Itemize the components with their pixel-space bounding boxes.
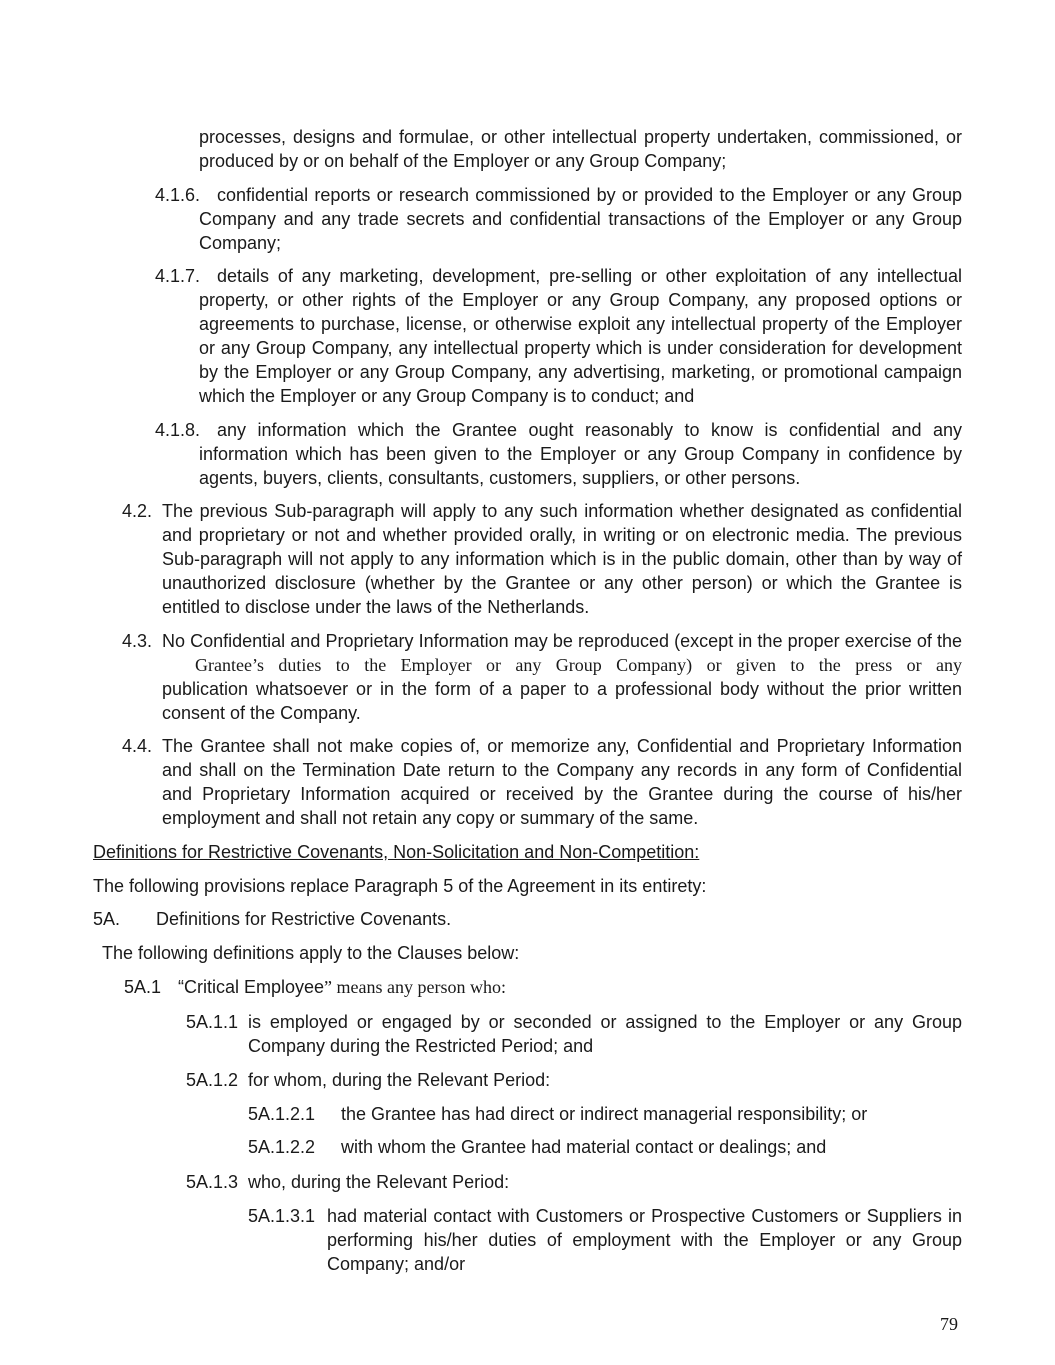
clause-5a-1-2-text: for whom, during the Relevant Period: — [248, 1070, 551, 1090]
section-5a-number: 5A. — [93, 909, 121, 929]
clause-number-5a-1-2-2: 5A.1.2.2 — [248, 1137, 316, 1157]
clause-number-5a-1: 5A.1 — [124, 977, 162, 997]
clause-number-5a-1-2: 5A.1.2 — [186, 1070, 239, 1090]
section-heading: Definitions for Restrictive Covenants, Non-Solicitation and Non-Competition: — [93, 842, 700, 862]
definitions-intro: The following definitions apply to the Clauses below: — [102, 943, 520, 963]
clause-5a-1-3-text: who, during the Relevant Period: — [248, 1172, 510, 1192]
clause-4-1-8-text: any information which the Grantee ought reasonably to know is confidential and any information which has been given to the Employer or any Group Company in confidence by agents, buyers, clients, consultants, customers, suppliers, or other persons. — [199, 420, 962, 488]
clause-4-2-text: The previous Sub-paragraph will apply to any such information whether designated as confidential and proprietary or not and whether provided orally, in writing or on electronic media. The previous Sub-paragraph will not apply to any information which is in the public domain, other than by way of unauthorized disclosure (whether by the Grantee or any other person) or which the Grantee is entitled to disclose under the laws of the Netherlands. — [162, 501, 962, 617]
clause-number-4-2: 4.2. — [122, 501, 153, 521]
clause-number-4-1-8: 4.1.8. — [155, 420, 201, 440]
clause-number-5a-1-3-1: 5A.1.3.1 — [248, 1206, 316, 1226]
clause-5a-1-1-text: is employed or engaged by or seconded or assigned to the Employer or any Group Company during the Restricted Period; and — [248, 1012, 962, 1056]
clause-4-4-text: The Grantee shall not make copies of, or memorize any, Confidential and Proprietary Information and shall on the Termination Date return to the Company any records in any form of Confidential and Proprietary Information acquired or received by the Grantee during the course of his/her employment and shall not retain any copy or summary of the same. — [162, 736, 962, 828]
clause-5a-1-2-2-text: with whom the Grantee had material contact or dealings; and — [341, 1137, 827, 1157]
definition-rest: ” means any person who: — [324, 977, 506, 997]
clause-4-3-text-a: No Confidential and Proprietary Information may be reproduced (except in the proper exercise of the — [162, 631, 962, 651]
clause-5a-1-2-1-text: the Grantee has had direct or indirect managerial responsibility; or — [341, 1104, 868, 1124]
clause-number-4-3: 4.3. — [122, 631, 153, 651]
replace-statement: The following provisions replace Paragraph 5 of the Agreement in its entirety: — [93, 876, 707, 896]
clause-4-1-6-text: confidential reports or research commissioned by or provided to the Employer or any Group Company and any trade secrets and confidential transactions of the Employer or any Group Company; — [199, 185, 962, 253]
clause-number-4-1-7: 4.1.7. — [155, 266, 201, 286]
clause-number-5a-1-1: 5A.1.1 — [186, 1012, 239, 1032]
clause-number-5a-1-2-1: 5A.1.2.1 — [248, 1104, 316, 1124]
clause-4-3-text-b: Grantee’s duties to the Employer or any Group Company) or given to the press or any — [195, 655, 962, 675]
defined-term: “Critical Employee — [178, 977, 325, 997]
paragraph-continuation: processes, designs and formulae, or other intellectual property undertaken, commissioned, or produced by or on behalf of the Employer or any Group Company; — [199, 127, 962, 171]
clause-number-5a-1-3: 5A.1.3 — [186, 1172, 239, 1192]
section-5a-title: Definitions for Restrictive Covenants. — [156, 909, 452, 929]
clause-5a-1-3-1-text: had material contact with Customers or Prospective Customers or Suppliers in performing his/her duties of employment with the Employer or any Group Company; and/or — [327, 1206, 962, 1274]
clause-number-4-4: 4.4. — [122, 736, 153, 756]
clause-number-4-1-6: 4.1.6. — [155, 185, 201, 205]
page-number: 79 — [940, 1314, 958, 1334]
clause-4-3-text-c: publication whatsoever or in the form of a paper to a professional body without the prior written consent of the Company. — [162, 679, 962, 723]
clause-4-1-7-text: details of any marketing, development, pre-selling or other exploitation of any intellectual property, or other rights of the Employer or any Group Company, any proposed options or agreements to purchase, license, or otherwise exploit any intellectual property of the Employer or any Group Company, any intellectual property which is under consideration for development by the Employer or any Group Company, any advertising, marketing, or promotional campaign which the Employer or any Group Company is to conduct; and — [199, 266, 962, 406]
clause-5a-1-text — [178, 975, 878, 999]
